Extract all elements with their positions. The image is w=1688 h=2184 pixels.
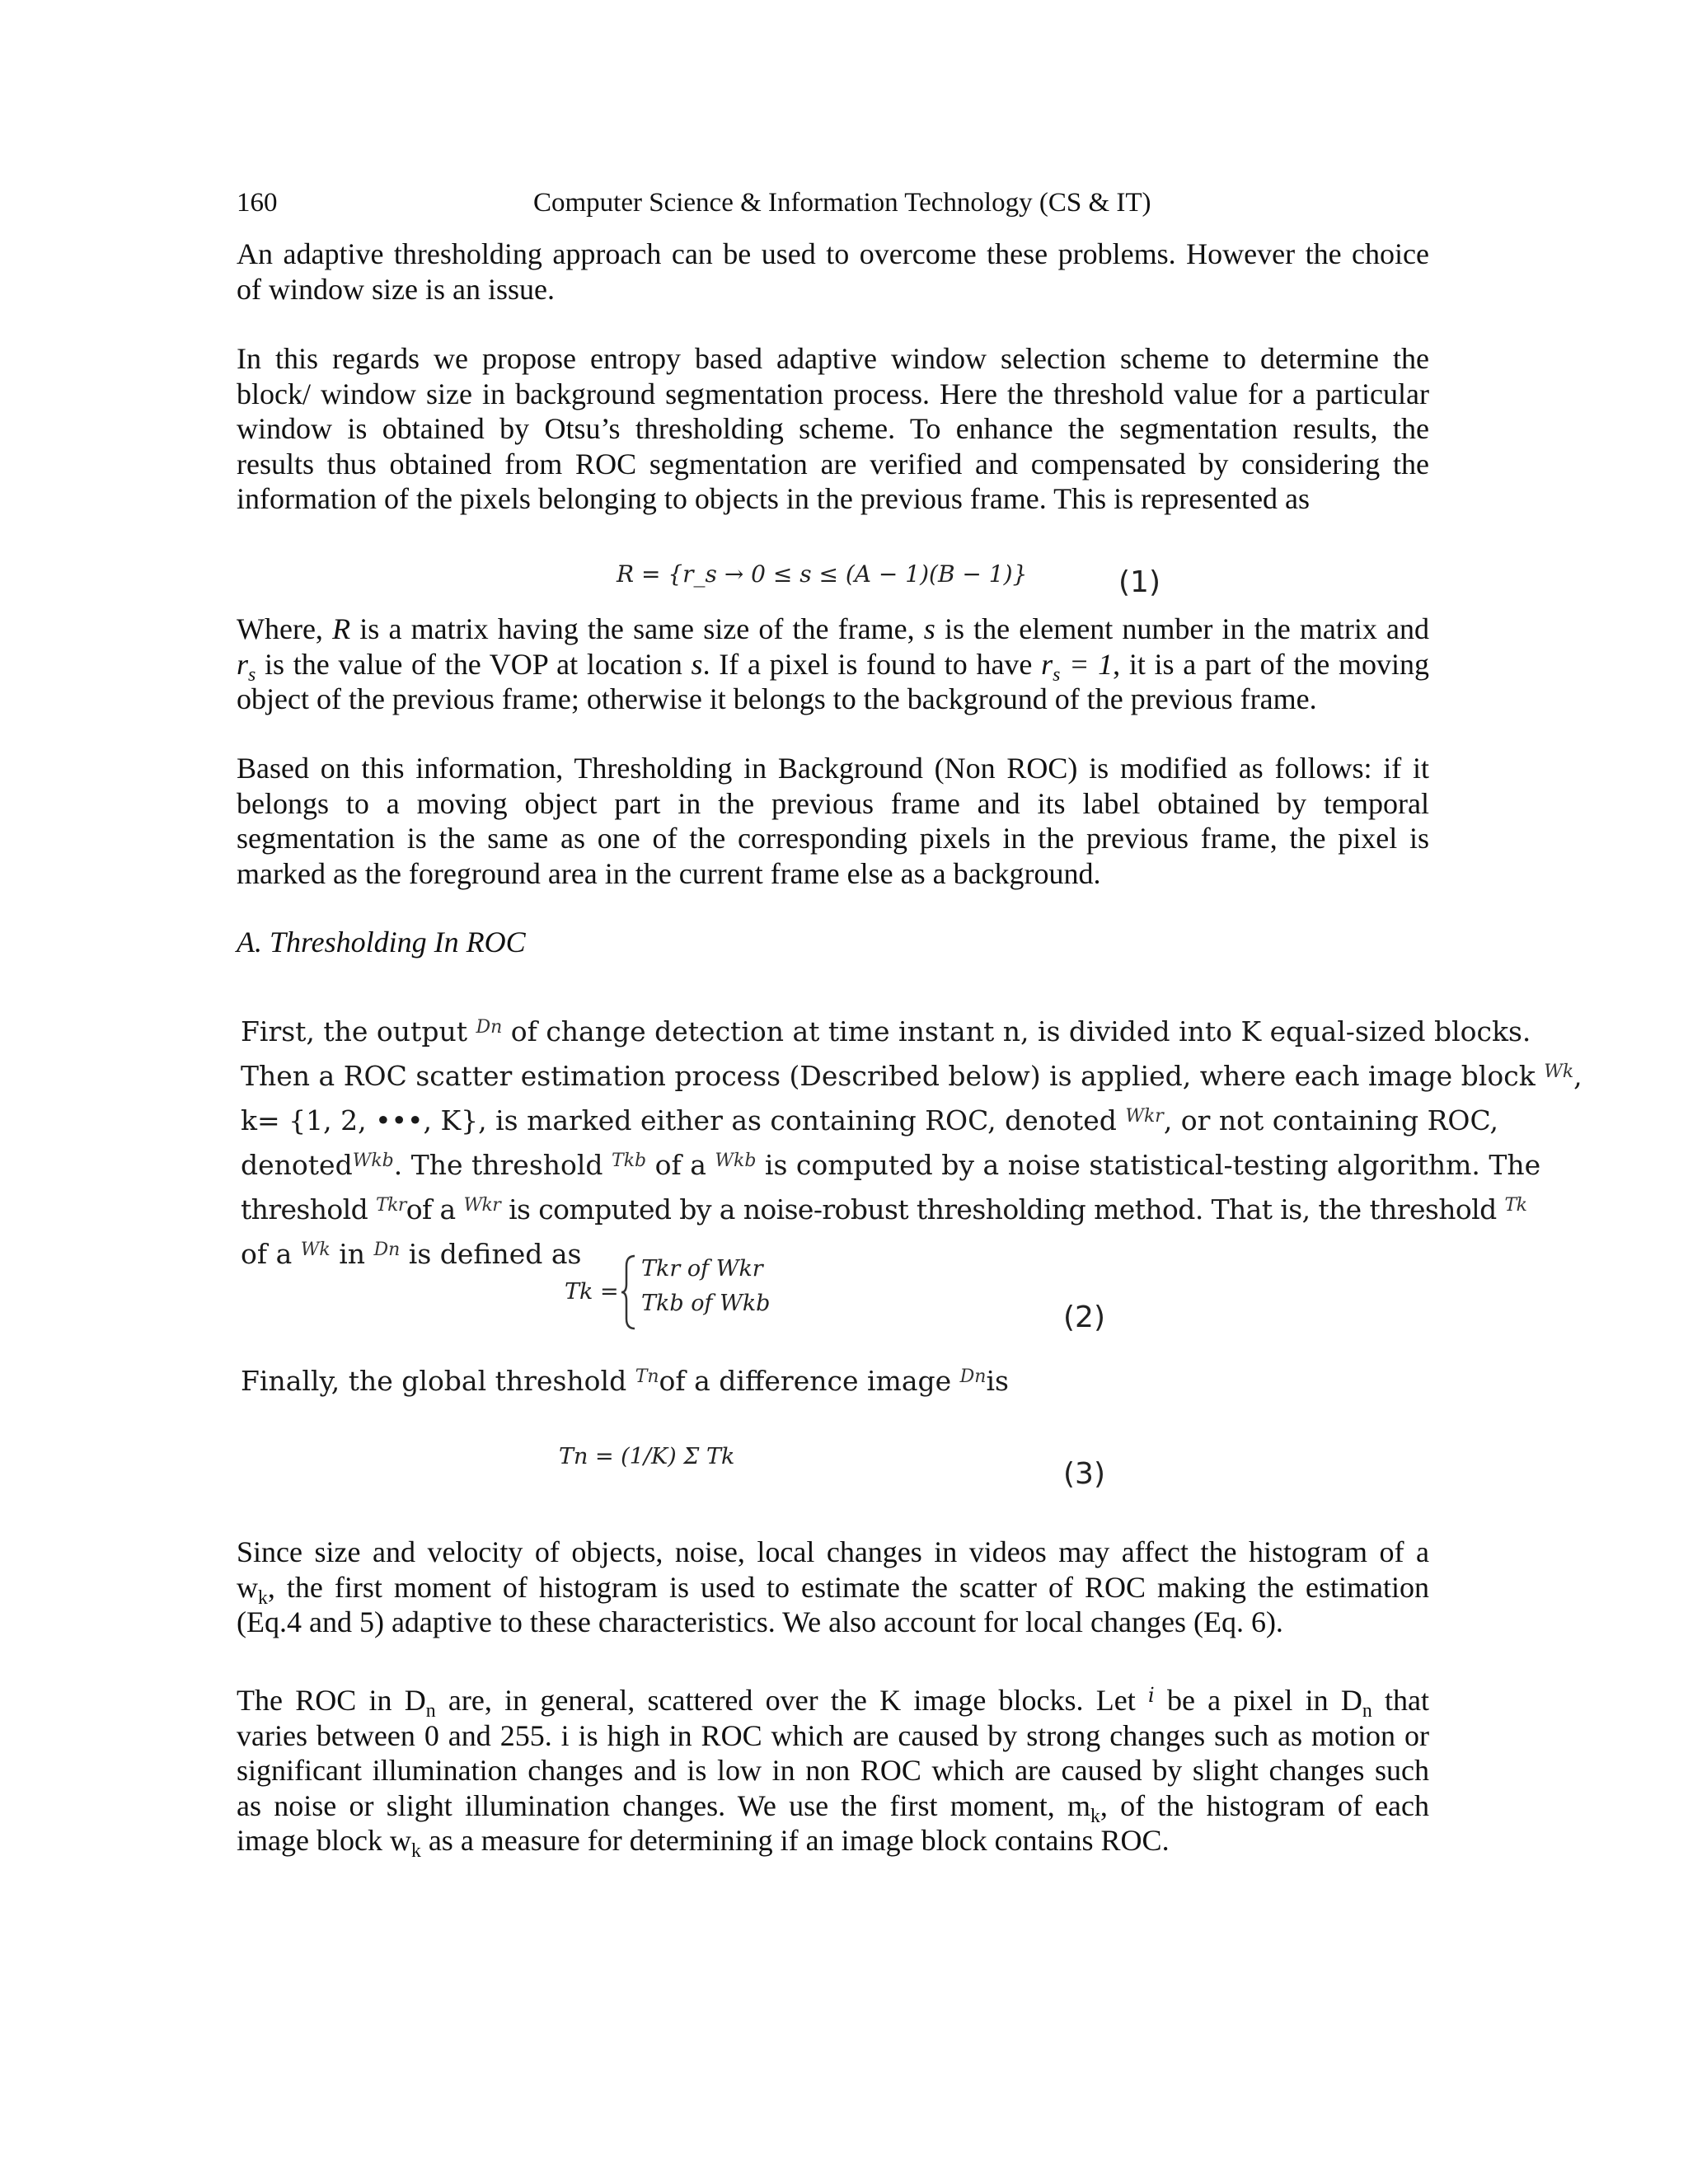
symbol-Dn-3: Dn: [959, 1366, 987, 1387]
paragraph-1: An adaptive thresholding approach can be used to overcome these problems. However the choice of window size is an issue.: [237, 237, 1429, 306]
equation-1: R = {r_s → 0 ≤ s ≤ (A − 1)(B − 1)}: [617, 560, 1028, 588]
section-heading: A. Thresholding In ROC: [237, 926, 526, 958]
paragraph-5: Since size and velocity of objects, noise, local changes in videos may affect the histogram of a $w_k$, the first moment of histogram is used to estimate the scatter of ROC making the estimation (Eq.4 and 5) adaptive to these characteristics. We also account for local changes (Eq. 6).: [237, 1535, 1429, 1638]
symbol-Wkr: Wkr: [1125, 1106, 1164, 1127]
paragraph-4: Based on this information, Thresholding in Background (Non ROC) is modified as follows: if it belongs to a moving object part in the previous frame and its label obtained by temporal segmentation is the same as one of the corresponding pixels in the previous frame, the pixel is marked as the foreground area in the current frame else as a background.: [237, 752, 1429, 890]
equation-3: Tn = (1/K) Σ Tk: [559, 1444, 735, 1469]
equation-2-number: (2): [1063, 1301, 1105, 1334]
symbol-Wk: Wk: [1544, 1062, 1574, 1082]
equation-2-lhs: Tk =: [565, 1279, 619, 1305]
scanned-block: First, the output $^{Dn}$ of change detection at time instant n, is divided into K equal-sized blocks. Then a ROC scatter estimation process (Described below) is applied, where each image block $^{Wk}$, k= {1, 2, •••, K}, is marked either as containing ROC, denoted $^{Wkr}$, or not containing ROC, denoted$^{Wkb}$. The threshold $^{Tkb}$ of a $^{Wkb}$ is computed by a noise statistical-testing algorithm. The threshold $^{Tkr}$of a $^{Wkr}$ is computed by a noise-robust thresholding method. That is, the threshold $^{Tk}$ of a $^{Wk}$ in $^{Dn}$ is defined as: [241, 1015, 1582, 1270]
equation-2-case-top: Tkr of Wkr: [641, 1256, 763, 1282]
equation-2-brace: [620, 1254, 638, 1330]
symbol-Tk: Tk: [1504, 1195, 1527, 1216]
paragraph-2: In this regards we propose entropy based adaptive window selection scheme to determine the block/ window size in background segmentation process. Here the threshold value for a particular window is obtained by Otsu’s thresholding scheme. To enhance the segmentation results, the results thus obtained from ROC segmentation are verified and compensated by considering the information of the pixels belonging to objects in the previous frame. This is represented as: [237, 342, 1429, 515]
symbol-Wkr-2: Wkr: [463, 1195, 501, 1216]
symbol-Dn-2: Dn: [373, 1240, 401, 1260]
paragraph-6: The ROC in $D_n$ are, in general, scattered over the K image blocks. Let $^i$ be a pixel in $D_n$ that varies between 0 and 255. i is high in ROC which are caused by strong changes such as motion or significant illumination changes and is low in non ROC which are caused by slight changes such as noise or slight illumination changes. We use the first moment, $m_k$, of the histogram of each image block $w_k$ as a measure for determining if an image block contains ROC.: [237, 1684, 1430, 1863]
symbol-Wkb: Wkb: [352, 1151, 394, 1171]
page-number: 160: [237, 188, 278, 218]
equation-1-number: (1): [1118, 565, 1160, 599]
symbol-Tkb: Tkb: [612, 1151, 647, 1171]
symbol-Wkb-2: Wkb: [715, 1151, 757, 1171]
symbol-Dn: Dn: [476, 1017, 503, 1038]
symbol-Tkr: Tkr: [376, 1195, 406, 1216]
page-header: [237, 185, 1429, 221]
journal-title: Computer Science & Information Technology (CS & IT): [533, 188, 1151, 218]
equation-3-number: (3): [1063, 1457, 1105, 1491]
paragraph-3: Where, R is a matrix having the same size of the frame, s is the element number in the matrix and $r_s$ is the value of the VOP at location s. If a pixel is found to have $r_s = 1$, it is a part of the moving object of the previous frame; otherwise it belongs to the background of the previous frame.: [237, 612, 1430, 715]
symbol-Wk-2: Wk: [300, 1240, 331, 1260]
equation-2-case-bottom: Tkb of Wkb: [641, 1291, 771, 1316]
scanned-final-line: Finally, the global threshold $^{Tn}$of a difference image $^{Dn}$is: [241, 1365, 1009, 1397]
symbol-Tn: Tn: [635, 1366, 659, 1387]
